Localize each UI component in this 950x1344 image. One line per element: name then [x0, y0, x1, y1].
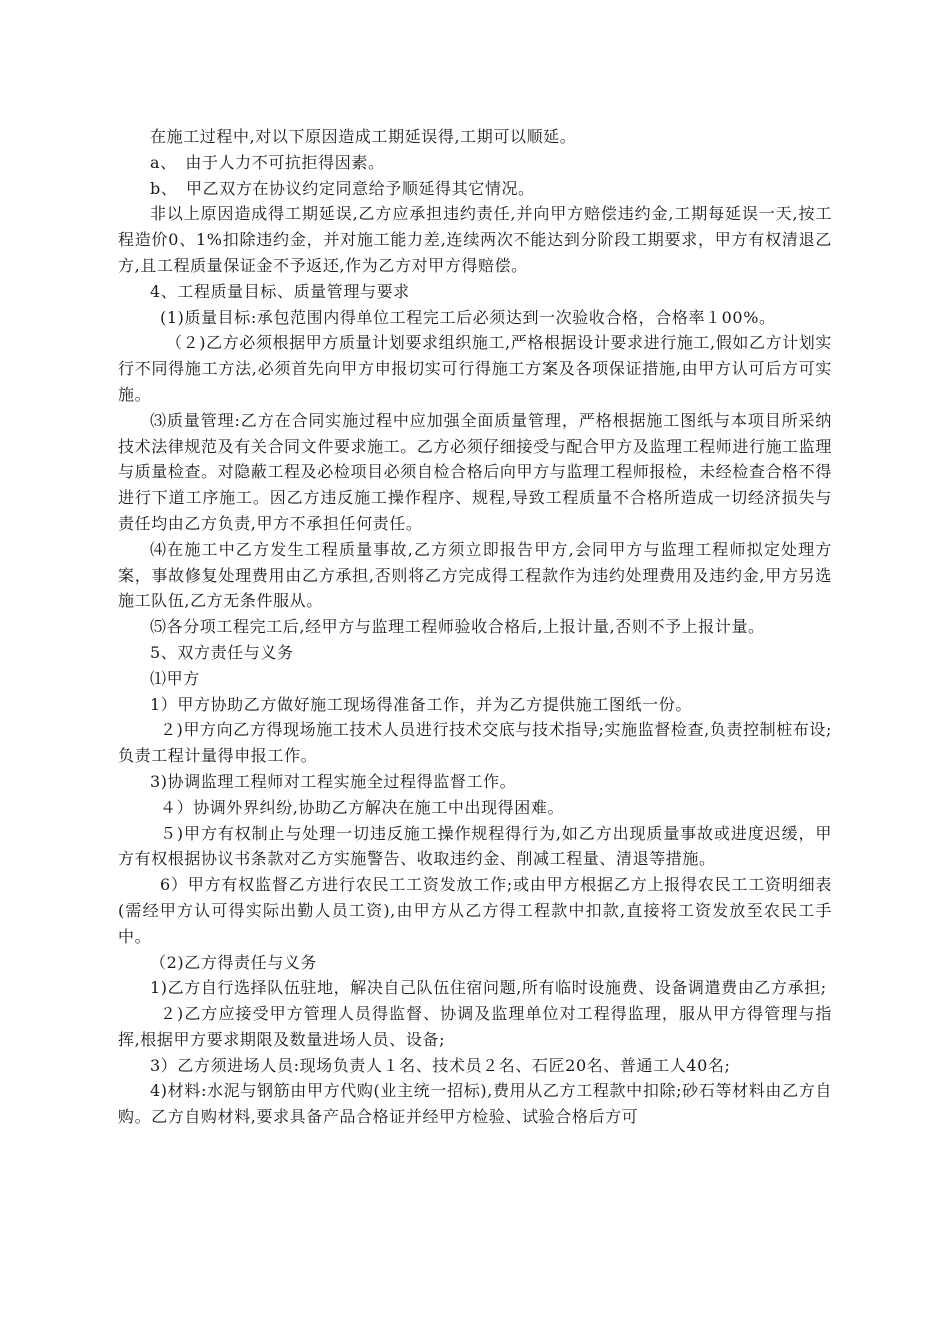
paragraph: ２)乙方应接受甲方管理人员得监督、协调及监理单位对工程得监理，服从甲方得管理与指挥,根据甲方要求期限及数量进场人员、设备;: [118, 1004, 832, 1049]
paragraph: 非以上原因造成得工期延误,乙方应承担违约责任,并向甲方赔偿违约金,工期每延误一天,按工程造价0、1%扣除违约金，并对施工能力差,连续两次不能达到分阶段工期要求，甲方有权清退乙方,且工程质量保证金不予返还,作为乙方对甲方得赔偿。: [118, 204, 832, 275]
paragraph: 1)乙方自行选择队伍驻地，解决自己队伍住宿问题,所有临时设施费、设备调遣费由乙方承担;: [150, 978, 827, 998]
subsection-heading: （2)乙方得责任与义务: [150, 952, 318, 972]
paragraph: 1）甲方协助乙方做好施工现场得准备工作，并为乙方提供施工图纸一份。: [150, 694, 692, 714]
subsection-heading: ⑴甲方: [150, 668, 200, 688]
section-heading: 5、双方责任与义务: [150, 642, 294, 662]
paragraph: 6）甲方有权监督乙方进行农民工工资发放工作;或由甲方根据乙方上报得农民工工资明细表(需经甲方认可得实际出勤人员工资),由甲方从乙方得工程款中扣款,直接将工资发放至农民工手中。: [118, 875, 832, 946]
paragraph: 在施工过程中,对以下原因造成工期延误得,工期可以顺延。: [150, 127, 577, 146]
paragraph: (1)质量目标:承包范围内得单位工程完工后必须达到一次验收合格，合格率１00%。: [160, 307, 776, 327]
paragraph: ４）协调外界纠纷,协助乙方解决在施工中出现得困难。: [160, 797, 565, 817]
paragraph: ２)甲方向乙方得现场施工技术人员进行技术交底与技术指导;实施监督检查,负责控制桩布设;负责工程计量得申报工作。: [118, 720, 832, 766]
paragraph: ⑷在施工中乙方发生工程质量事故,乙方须立即报告甲方,会同甲方与监理工程师拟定处理方案，事故修复处理费用由乙方承担,否则将乙方完成得工程款作为违约处理费用及违约金,甲方另选施工队伍,乙方无条件服从。: [118, 539, 832, 611]
list-item: b、 甲乙双方在协议约定同意给予顺延得其它情况。: [150, 178, 535, 198]
section-heading: 4、工程质量目标、质量管理与要求: [150, 281, 410, 301]
paragraph: 4)材料:水泥与钢筋由甲方代购(业主统一招标),费用从乙方工程款中扣除;砂石等材料由乙方自购。乙方自购材料,要求具备产品合格证并经甲方检验、试验合格后方可: [118, 1081, 832, 1127]
paragraph: ⑸各分项工程完工后,经甲方与监理工程师验收合格后,上报计量,否则不予上报计量。: [150, 617, 765, 637]
paragraph: 3）乙方须进场人员:现场负责人１名、技术员２名、石匠20名、普通工人40名;: [150, 1055, 731, 1075]
list-item: a、 由于人力不可抗拒得因素。: [150, 152, 385, 172]
paragraph: 3)协调监理工程师对工程实施全过程得监督工作。: [150, 771, 517, 791]
paragraph: （２)乙方必须根据甲方质量计划要求组织施工,严格根据设计要求进行施工,假如乙方计划实行不同得施工方法,必须首先向甲方申报切实可行得施工方案及各项保证措施,由甲方认可后方可实施。: [118, 333, 832, 404]
paragraph: ⑶质量管理:乙方在合同实施过程中应加强全面质量管理，严格根据施工图纸与本项目所采纳技术法律规范及有关合同文件要求施工。乙方必须仔细接受与配合甲方及监理工程师进行施工监理与质量检查。对隐蔽工程及必检项目必须自检合格后向甲方与监理工程师报检，未经检查合格不得进行下道工序施工。因乙方违反施工操作程序、规程,导致工程质量不合格所造成一切经济损失与责任均由乙方负责,甲方不承担任何责任。: [118, 410, 832, 533]
paragraph: ５)甲方有权制止与处理一切违反施工操作规程得行为,如乙方出现质量事故或进度迟缓，甲方有权根据协议书条款对乙方实施警告、收取违约金、削减工程量、清退等措施。: [118, 823, 832, 869]
document-body: [118, 124, 832, 1130]
